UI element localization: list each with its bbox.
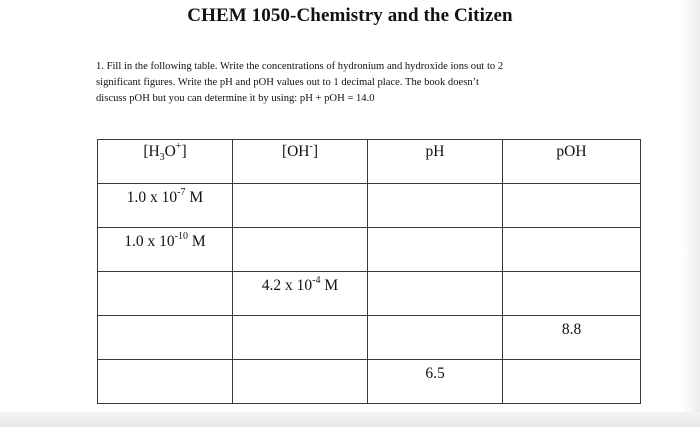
- cell-ph: 6.5: [368, 360, 503, 404]
- header-oh: [OH-]: [233, 140, 368, 184]
- cell-oh[interactable]: [233, 228, 368, 272]
- instruction-line-2: significant figures. Write the pH and pOH values out to 1 decimal place. The book doesn’t: [96, 77, 479, 88]
- header-ph: pH: [368, 140, 503, 184]
- instruction-line-1: 1. Fill in the following table. Write the concentrations of hydronium and hydroxide ions out to 2: [96, 61, 504, 72]
- page-bottom-shadow: [0, 412, 700, 427]
- instructions: [96, 59, 616, 107]
- table-row: [98, 360, 641, 404]
- page-title: CHEM 1050-Chemistry and the Citizen: [187, 5, 513, 26]
- cell-poh: 8.8: [503, 316, 641, 360]
- cell-ph[interactable]: [368, 228, 503, 272]
- table-row: [98, 316, 641, 360]
- page-edge-shadow: [682, 0, 700, 427]
- header-h3o: $[H_3O^+]$: [98, 140, 233, 184]
- cell-poh[interactable]: [503, 184, 641, 228]
- cell-oh[interactable]: [233, 316, 368, 360]
- cell-oh[interactable]: [233, 360, 368, 404]
- table-row: [98, 272, 641, 316]
- table-row: [98, 228, 641, 272]
- cell-poh[interactable]: [503, 360, 641, 404]
- cell-h3o[interactable]: [98, 272, 233, 316]
- cell-ph[interactable]: [368, 272, 503, 316]
- cell-ph[interactable]: [368, 316, 503, 360]
- cell-h3o[interactable]: [98, 316, 233, 360]
- cell-h3o[interactable]: [98, 360, 233, 404]
- cell-oh[interactable]: [233, 184, 368, 228]
- concentration-table: [97, 139, 641, 404]
- header-poh: pOH: [503, 140, 641, 184]
- table-row: [98, 184, 641, 228]
- cell-oh: 4.2 x $10^{-4}$ M: [233, 272, 368, 316]
- table-header-row: [98, 140, 641, 184]
- instruction-line-3: discuss pOH but you can determine it by using: pH + pOH = 14.0: [96, 93, 375, 104]
- cell-h3o: 1.0 x $10^{-10}$ M: [98, 228, 233, 272]
- cell-ph[interactable]: [368, 184, 503, 228]
- cell-h3o: 1.0 x $10^{-7}$ M: [98, 184, 233, 228]
- cell-poh[interactable]: [503, 228, 641, 272]
- cell-poh[interactable]: [503, 272, 641, 316]
